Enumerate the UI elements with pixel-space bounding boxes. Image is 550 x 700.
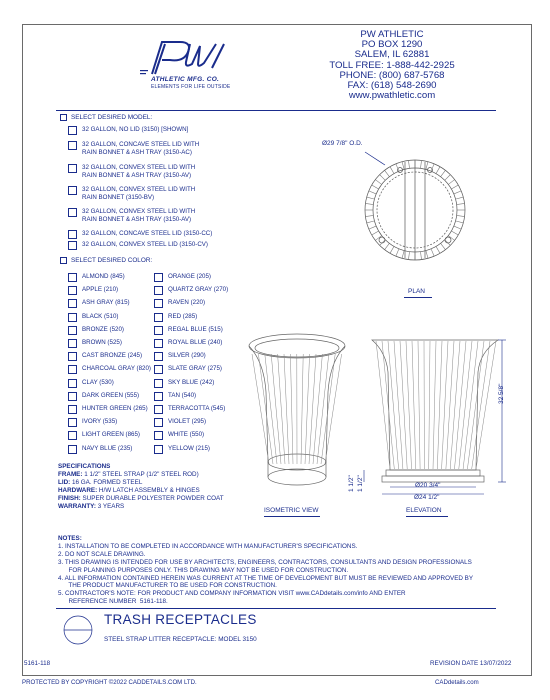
header-rule: [56, 110, 496, 111]
note-line: 3. THIS DRAWING IS INTENDED FOR USE BY ARCHITECTS, ENGINEERS, CONTRACTORS, CONSULTANTS AND DESIGN PROFESSIONALS: [58, 558, 472, 566]
section-marker-icon: [60, 114, 67, 121]
color-option-label: WHITE (550): [168, 431, 205, 439]
company-info: [292, 30, 492, 101]
color-option[interactable]: [154, 431, 204, 440]
model-option-line: 32 GALLON, CONCAVE STEEL LID (3150-CC): [82, 230, 213, 237]
color-option-label: SKY BLUE (242): [168, 378, 215, 386]
model-checkbox[interactable]: [68, 241, 77, 250]
title-circle-mark: [58, 614, 98, 654]
height-dimension: 32 5/8": [498, 383, 505, 404]
model-checkbox[interactable]: [68, 186, 77, 195]
color-option[interactable]: [154, 299, 205, 308]
model-option-label: [82, 186, 195, 202]
plan-dimension: Ø29 7/8" O.D.: [322, 140, 363, 147]
copyright-notice: PROTECTED BY COPYRIGHT ©2022 CADDETAILS.COM LTD.: [22, 679, 197, 686]
brand-name: ATHLETIC MFG. CO.: [151, 76, 220, 83]
color-checkbox[interactable]: [68, 352, 77, 361]
color-option-label: BLACK (510): [82, 312, 119, 320]
specs-heading: SPECIFICATIONS: [58, 463, 111, 470]
pw-logo: [140, 38, 250, 78]
color-checkbox[interactable]: [154, 445, 163, 454]
model-checkbox[interactable]: [68, 141, 77, 150]
notes-heading: NOTES:: [58, 535, 82, 542]
color-option-label: QUARTZ GRAY (270): [168, 286, 229, 294]
plan-label-underline: [404, 297, 432, 298]
model-option[interactable]: [68, 164, 195, 180]
spec-row: LID: 16 GA. FORMED STEEL: [58, 478, 143, 486]
color-option[interactable]: [154, 365, 222, 374]
color-option-label: BROWN (525): [82, 339, 122, 346]
color-option[interactable]: [68, 365, 151, 374]
revision-date: REVISION DATE 13/07/2022: [430, 660, 512, 667]
note-line: 1. INSTALLATION TO BE COMPLETED IN ACCORDANCE WITH MANUFACTURER'S SPECIFICATIONS.: [58, 542, 358, 550]
color-option[interactable]: [68, 286, 118, 295]
model-option[interactable]: [68, 241, 208, 250]
title-block: [104, 612, 257, 627]
color-option[interactable]: [68, 313, 118, 322]
note-line: 4. ALL INFORMATION CONTAINED HEREIN WAS CURRENT AT THE TIME OF DEVELOPMENT BUT MUST BE REVIEWED AND APPROVED BY: [58, 574, 474, 582]
note-line: THE PRODUCT MANUFACTURER TO BE USED FOR CONSTRUCTION.: [58, 582, 277, 590]
plan-label: PLAN: [408, 288, 425, 295]
color-option-label: RAVEN (220): [168, 299, 206, 307]
color-option[interactable]: [68, 431, 140, 440]
color-option-label: CHARCOAL GRAY (820): [82, 365, 151, 373]
model-option-line: 32 GALLON, CONVEX STEEL LID WITH: [82, 186, 196, 193]
drawing-subtitle: STEEL STRAP LITTER RECEPTACLE: MODEL 3150: [104, 636, 257, 643]
model-option-label: [82, 241, 208, 250]
note-line: REFERENCE NUMBER 5161-118.: [58, 598, 168, 606]
color-checkbox[interactable]: [68, 379, 77, 388]
model-heading: [60, 114, 152, 121]
color-option-label: IVORY (535): [82, 418, 118, 426]
brand-tagline: ELEMENTS FOR LIFE OUTSIDE: [151, 84, 231, 90]
color-option[interactable]: [154, 273, 211, 282]
color-checkbox[interactable]: [68, 299, 77, 308]
color-option[interactable]: [154, 379, 214, 388]
color-option-label: SLATE GRAY (275): [168, 365, 222, 373]
color-checkbox[interactable]: [154, 299, 163, 308]
diameter-dimension-2: Ø24 1/2": [414, 494, 440, 501]
spec-row: FINISH: SUPER DURABLE POLYESTER POWDER COAT: [58, 494, 224, 502]
model-option-line: 32 GALLON, CONVEX STEEL LID WITH: [82, 164, 196, 171]
color-checkbox[interactable]: [154, 286, 163, 295]
color-checkbox[interactable]: [154, 405, 163, 414]
color-option[interactable]: [154, 392, 196, 401]
spec-row: WARRANTY: 3 YEARS: [58, 502, 125, 510]
color-checkbox[interactable]: [154, 392, 163, 401]
color-checkbox[interactable]: [68, 445, 77, 454]
elev-label-underline: [406, 516, 448, 517]
company-line: SALEM, IL 62881: [354, 49, 430, 61]
iso-label-underline: [264, 516, 320, 517]
color-option[interactable]: [68, 379, 114, 388]
company-line: TOLL FREE: 1-888-442-2925: [329, 59, 455, 71]
note-line: 2. DO NOT SCALE DRAWING.: [58, 550, 146, 558]
color-option[interactable]: [154, 405, 225, 414]
model-option-line: RAIN BONNET & ASH TRAY (3150-AV): [82, 172, 192, 179]
model-option[interactable]: [68, 186, 195, 202]
company-line: FAX: (618) 548-2690: [347, 80, 437, 92]
color-option-label: RED (285): [168, 312, 198, 320]
color-option[interactable]: [68, 273, 125, 282]
color-option-label: SILVER (290): [168, 352, 206, 360]
color-checkbox[interactable]: [154, 313, 163, 322]
model-checkbox[interactable]: [68, 126, 77, 135]
model-option-label: [82, 126, 188, 135]
color-option-label: ASH GRAY (815): [82, 299, 130, 307]
color-option[interactable]: [154, 445, 210, 454]
color-option-label: NAVY BLUE (235): [82, 444, 133, 452]
color-checkbox[interactable]: [68, 365, 77, 374]
company-line: PHONE: (800) 687-5768: [339, 69, 445, 81]
model-heading-text: SELECT DESIRED MODEL:: [71, 114, 153, 121]
color-option-label: ORANGE (205): [168, 273, 211, 280]
color-option[interactable]: [68, 392, 139, 401]
base-dimension-2: 1 1/2": [357, 475, 364, 492]
model-option[interactable]: [68, 126, 188, 135]
color-checkbox[interactable]: [154, 352, 163, 361]
color-option[interactable]: [68, 418, 117, 427]
color-option[interactable]: [154, 352, 206, 361]
color-option-label: TERRACOTTA (545): [168, 405, 226, 412]
color-option[interactable]: [154, 286, 228, 295]
color-option-label: TAN (540): [168, 391, 197, 399]
model-option-line: 32 GALLON, NO LID (3150) [SHOWN]: [82, 126, 189, 133]
model-option-label: [82, 164, 195, 180]
color-option-label: APPLE (210): [82, 286, 119, 294]
color-option[interactable]: [154, 313, 197, 322]
color-option[interactable]: [68, 405, 148, 414]
color-checkbox[interactable]: [154, 339, 163, 348]
plan-view-drawing: [360, 140, 470, 280]
color-option-label: DARK GREEN (555): [82, 391, 140, 399]
color-option-label: VIOLET (295): [168, 418, 207, 426]
company-line: PO BOX 1290: [361, 39, 423, 51]
color-option[interactable]: [154, 339, 222, 348]
color-option[interactable]: [68, 299, 130, 308]
color-checkbox[interactable]: [154, 326, 163, 335]
color-option-label: REGAL BLUE (515): [168, 325, 223, 333]
isometric-view-drawing: [242, 332, 352, 502]
color-checkbox[interactable]: [154, 379, 163, 388]
spec-row: FRAME: 1 1/2" STEEL STRAP (1/2" STEEL ROD): [58, 470, 199, 478]
color-checkbox[interactable]: [68, 286, 77, 295]
color-checkbox[interactable]: [154, 418, 163, 427]
color-option[interactable]: [154, 326, 223, 335]
site-name: CADdetails.com: [435, 679, 479, 686]
model-option[interactable]: [68, 208, 195, 224]
model-option-line: RAIN BONNET (3150-BV): [82, 194, 155, 201]
color-option-label: LIGHT GREEN (865): [82, 431, 140, 439]
model-option-line: 32 GALLON, CONVEX STEEL LID WITH: [82, 208, 196, 215]
model-option-line: RAIN BONNET & ASH TRAY (3150-AC): [82, 149, 192, 156]
model-option-label: [82, 141, 199, 157]
drawing-title: TRASH RECEPTACLES: [104, 612, 257, 627]
model-option-label: [82, 208, 195, 224]
model-option-line: 32 GALLON, CONVEX STEEL LID (3150-CV): [82, 241, 208, 248]
section-marker-icon: [60, 257, 67, 264]
color-checkbox[interactable]: [68, 418, 77, 427]
model-option-line: 32 GALLON, CONCAVE STEEL LID WITH: [82, 141, 200, 148]
color-checkbox[interactable]: [68, 339, 77, 348]
color-heading: [60, 257, 152, 264]
reference-number: 5161-118: [24, 660, 51, 667]
model-option[interactable]: [68, 230, 212, 239]
color-option-label: ROYAL BLUE (240): [168, 339, 223, 346]
elevation-label: ELEVATION: [406, 507, 442, 514]
model-option-line: RAIN BONNET & ASH TRAY (3150-AV): [82, 216, 192, 223]
color-checkbox[interactable]: [68, 431, 77, 440]
company-line: PW ATHLETIC: [360, 29, 424, 40]
model-checkbox[interactable]: [68, 208, 77, 217]
notes: [58, 535, 478, 606]
note-line: FOR PLANNING PURPOSES ONLY. THIS DRAWING MAY NOT BE USED FOR CONSTRUCTION.: [58, 566, 349, 574]
company-line: www.pwathletic.com: [348, 90, 436, 102]
model-option[interactable]: [68, 141, 199, 157]
color-option[interactable]: [68, 339, 122, 348]
color-option-label: YELLOW (215): [168, 444, 210, 452]
color-checkbox[interactable]: [68, 392, 77, 401]
color-checkbox[interactable]: [154, 273, 163, 282]
color-checkbox[interactable]: [154, 365, 163, 374]
color-option-label: HUNTER GREEN (265): [82, 405, 148, 412]
note-line: 5. CONTRACTOR'S NOTE: FOR PRODUCT AND COMPANY INFORMATION VISIT www.CADdetails.com/info AND ENTER: [58, 590, 406, 598]
diameter-dimension-1: Ø20 3/4": [415, 482, 441, 489]
base-dimension-1: 1 1/2": [348, 475, 355, 492]
color-option[interactable]: [68, 326, 124, 335]
color-checkbox[interactable]: [68, 405, 77, 414]
color-heading-text: SELECT DESIRED COLOR:: [71, 257, 153, 264]
color-checkbox[interactable]: [68, 326, 77, 335]
title-rule-top: [56, 608, 496, 609]
model-checkbox[interactable]: [68, 164, 77, 173]
isometric-label: ISOMETRIC VIEW: [264, 507, 319, 514]
color-option[interactable]: [154, 418, 206, 427]
spec-row: HARDWARE: H/W LATCH ASSEMBLY & HINGES: [58, 486, 200, 494]
color-option[interactable]: [68, 445, 132, 454]
model-option-label: [82, 230, 212, 239]
color-option-label: CAST BRONZE (245): [82, 352, 143, 360]
color-option-label: CLAY (530): [82, 378, 114, 386]
color-option[interactable]: [68, 352, 142, 361]
color-option-label: ALMOND (845): [82, 273, 125, 280]
color-checkbox[interactable]: [68, 313, 77, 322]
color-option-label: BRONZE (520): [82, 325, 124, 333]
elevation-view-drawing: [368, 332, 508, 502]
model-checkbox[interactable]: [68, 230, 77, 239]
color-checkbox[interactable]: [154, 431, 163, 440]
color-checkbox[interactable]: [68, 273, 77, 282]
